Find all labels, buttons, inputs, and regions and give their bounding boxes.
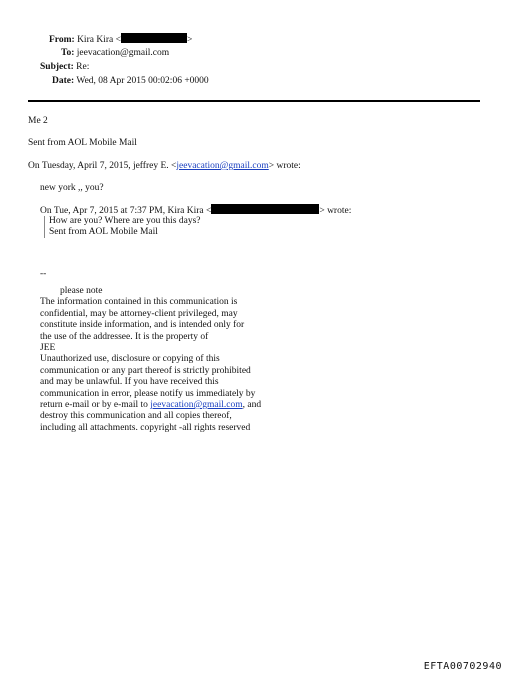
please-note: please note <box>60 286 103 296</box>
disclaimer-line: the use of the addressee. It is the property of <box>40 331 209 342</box>
email-link[interactable]: jeevacation@gmail.com <box>176 161 269 171</box>
disclaimer-line: JEE <box>40 343 56 354</box>
disclaimer-line: destroy this communication and all copies thereof, <box>40 411 232 422</box>
wrote-suffix: > wrote: <box>268 161 301 171</box>
from-label: From: <box>49 35 75 45</box>
disclaimer-line: The information contained in this communication is <box>40 297 238 308</box>
tue-suffix: > wrote: <box>319 206 352 216</box>
return-prefix: return e-mail or by e-mail to <box>40 400 151 411</box>
redaction-box <box>211 204 319 214</box>
signature-dashes: -- <box>40 269 47 279</box>
document-id: EFTA00702940 <box>423 661 502 672</box>
to-value: jeevacation@gmail.com <box>76 48 170 58</box>
header-divider <box>28 100 480 102</box>
body-line-sent-from: Sent from AOL Mobile Mail <box>28 138 137 148</box>
return-suffix: , and <box>242 400 262 411</box>
disclaimer-line: confidential, may be attorney-client privileged, may <box>40 308 238 319</box>
date-label: Date: <box>52 76 75 86</box>
disclaimer-line: Unauthorized use, disclosure or copying of this <box>40 354 220 365</box>
disclaimer-line: communication or any part thereof is strictly prohibited <box>40 365 251 376</box>
header-from <box>49 33 192 47</box>
quoted-block <box>44 216 201 238</box>
to-label: To: <box>61 48 75 58</box>
disclaimer-line: and may be unlawful. If you have received this <box>40 377 219 388</box>
body-line-me2: Me 2 <box>28 116 48 126</box>
quote-line: Sent from AOL Mobile Mail <box>49 227 158 237</box>
wrote-line <box>28 160 301 173</box>
quote-line: How are you? Where are you this days? <box>49 216 201 226</box>
email-link[interactable]: jeevacation@gmail.com <box>150 400 243 411</box>
tue-prefix: On Tue, Apr 7, 2015 at 7:37 PM, Kira Kira < <box>40 206 212 216</box>
disclaimer-line: including all attachments. copyright -all rights reserved <box>40 422 251 433</box>
header-date <box>52 75 209 88</box>
subject-value: Re: <box>76 62 90 72</box>
subject-label: Subject: <box>40 62 74 72</box>
wrote-prefix: On Tuesday, April 7, 2015, jeffrey E. < <box>28 161 177 171</box>
date-value: Wed, 08 Apr 2015 00:02:06 +0000 <box>76 76 209 86</box>
from-tail: > <box>186 35 193 45</box>
header-subject <box>40 61 89 74</box>
disclaimer-line: communication in error, please notify us immediately by <box>40 388 256 399</box>
disclaimer-return-line <box>40 400 300 411</box>
disclaimer-line: constitute inside information, and is intended only for <box>40 320 245 331</box>
disclaimer-block <box>40 286 300 434</box>
redaction-box <box>121 33 187 43</box>
from-value: Kira Kira < <box>77 35 121 45</box>
header-to <box>61 47 169 60</box>
ny-line: new york ,, you? <box>40 183 104 193</box>
